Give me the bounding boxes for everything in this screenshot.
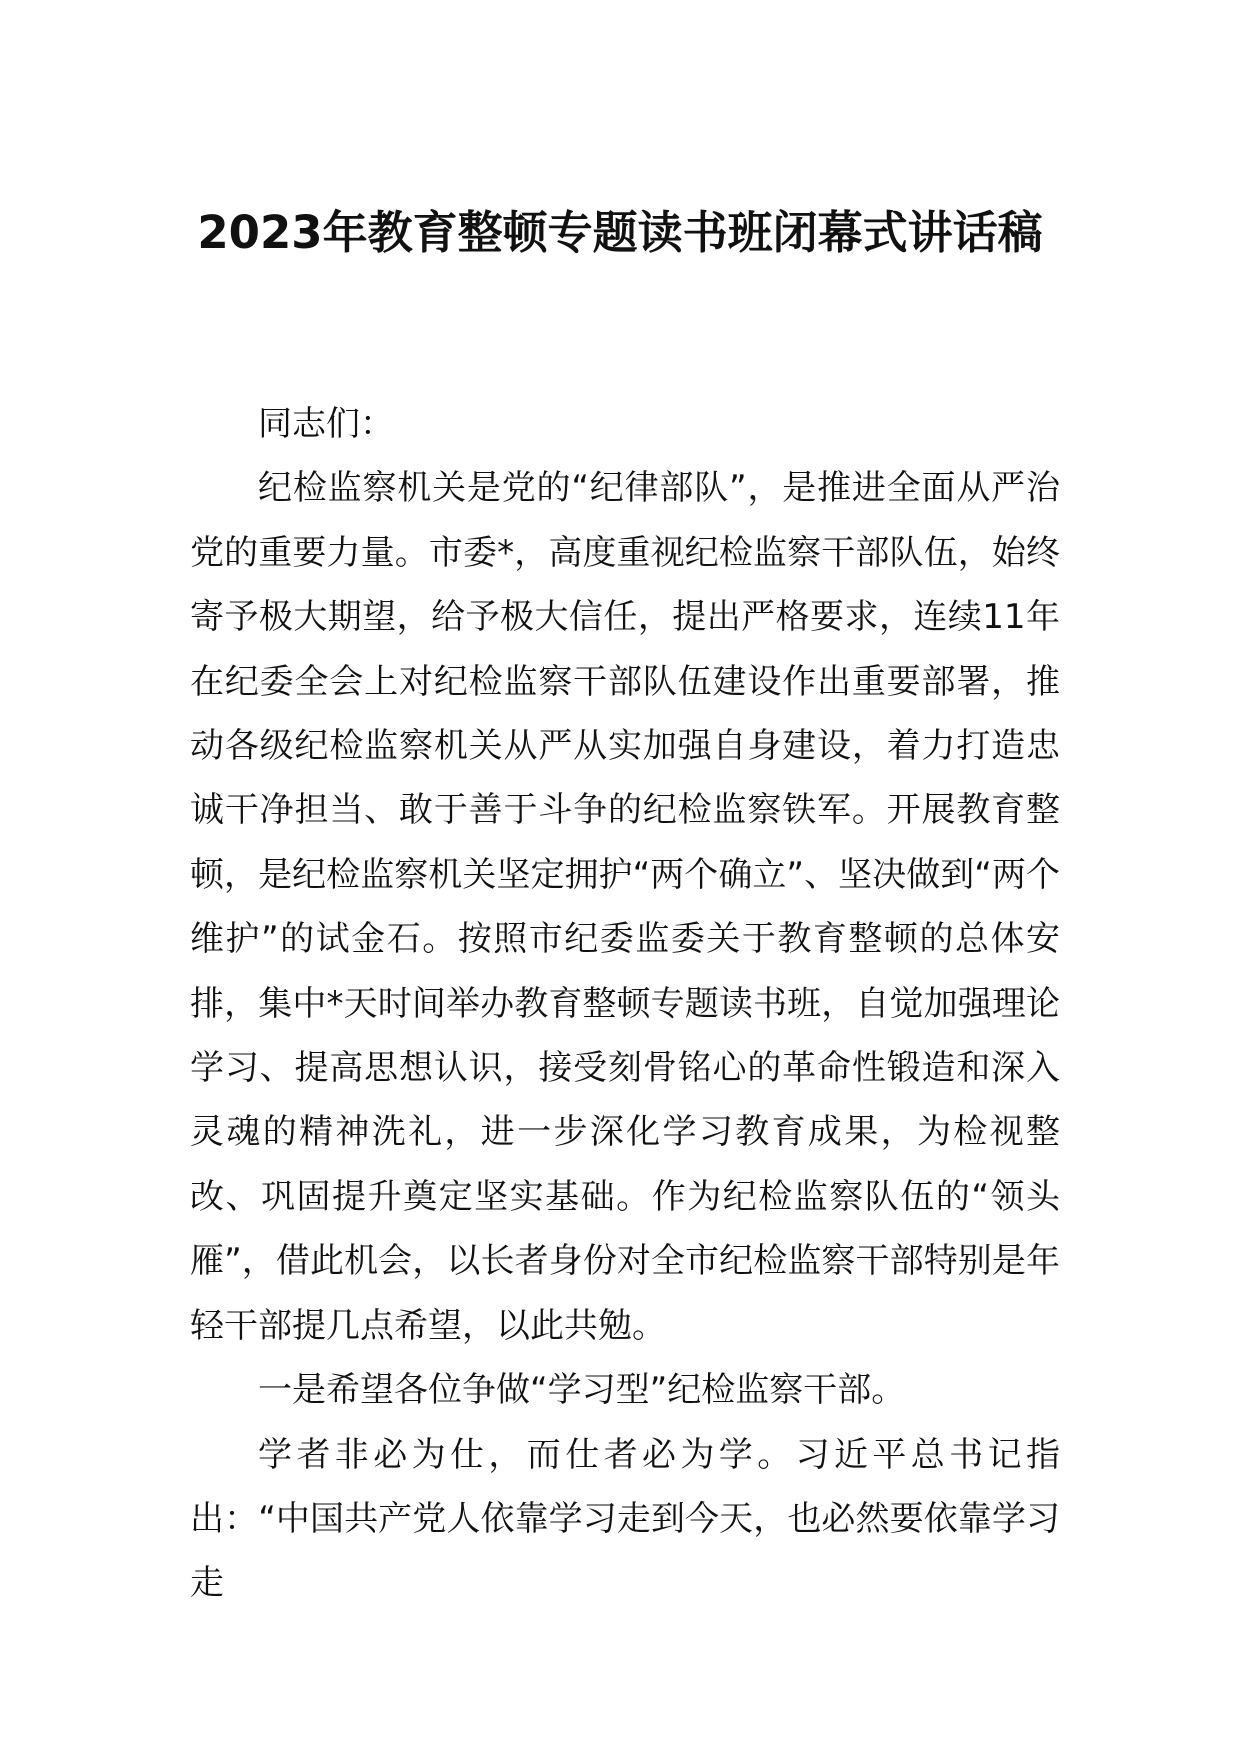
intro-paragraph: 纪检监察机关是党的“纪律部队”，是推进全面从严治党的重要力量。市委*，高度重视纪检监察干部队伍，始终寄予极大期望，给予极大信任，提出严格要求，连续11年在纪委全会上对纪检监察干部队伍建设作出重要部署，推动各级纪检监察机关从严从实加强自身建设，着力打造忠诚干净担当、敢于善于斗争的纪检监察铁军。开展教育整顿，是纪检监察机关坚定拥护“两个确立”、坚决做到“两个维护”的试金石。按照市纪委监委关于教育整顿的总体安排，集中*天时间举办教育整顿专题读书班，自觉加强理论学习、提高思想认识，接受刻骨铭心的革命性锻造和深入灵魂的精神洗礼，进一步深化学习教育成果，为检视整改、巩固提升奠定坚实基础。作为纪检监察队伍的“领头雁”，借此机会，以长者身份对全市纪检监察干部特别是年轻干部提几点希望，以此共勉。	[190, 468, 1060, 1346]
document-body	[190, 392, 1060, 1616]
point-one-heading: 一是希望各位争做“学习型”纪检监察干部。	[258, 1370, 906, 1411]
salutation-paragraph: 同志们：	[258, 404, 394, 444]
point-one-paragraph: 学者非必为仕，而仕者必为学。习近平总书记指出：“中国共产党人依靠学习走到今天，也必然要依靠学习走	[190, 1434, 1060, 1604]
document-title: 2023年教育整顿专题读书班闭幕式讲话稿	[197, 206, 1043, 259]
